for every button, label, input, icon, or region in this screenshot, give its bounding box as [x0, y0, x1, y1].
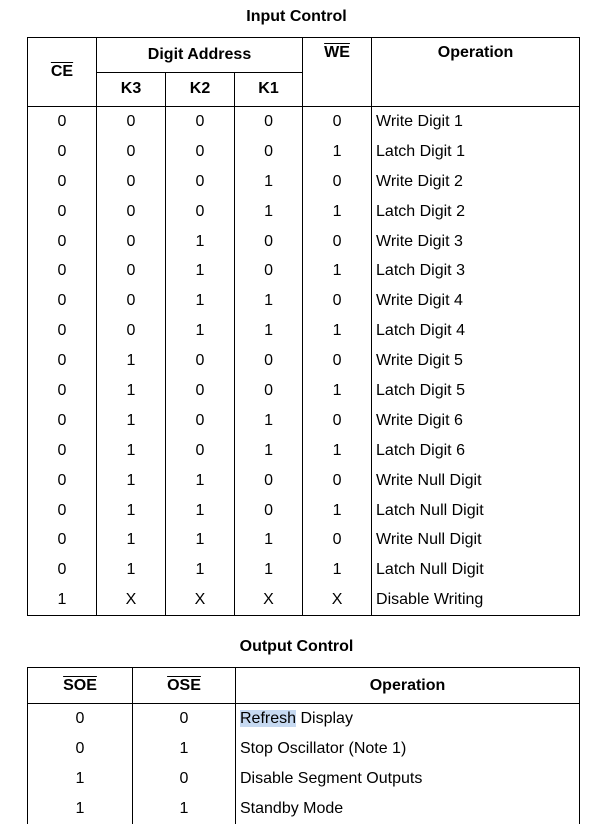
header-operation: Operation: [372, 38, 580, 107]
cell-ce: 0: [28, 525, 97, 555]
header-k2: K2: [166, 72, 235, 107]
operation-text: Stop Oscillator (Note 1): [240, 739, 407, 757]
cell-k1: X: [235, 585, 303, 615]
cell-operation: Latch Digit 1: [372, 137, 580, 167]
cell-k3: 1: [97, 466, 166, 496]
table-row: [28, 555, 580, 585]
cell-operation: Write Digit 3: [372, 227, 580, 257]
table-row: [28, 137, 580, 167]
cell-k2: 1: [166, 466, 235, 496]
table-row: [28, 346, 580, 376]
table-row: [28, 466, 580, 496]
cell-k3: 0: [97, 107, 166, 137]
cell-k3: 1: [97, 346, 166, 376]
cell-k1: 1: [235, 555, 303, 585]
cell-k1: 1: [235, 197, 303, 227]
cell-k3: 0: [97, 227, 166, 257]
cell-operation: Latch Digit 5: [372, 376, 580, 406]
table-row: [28, 585, 580, 615]
cell-ce: 0: [28, 286, 97, 316]
cell-k1: 1: [235, 286, 303, 316]
cell-ce: 0: [28, 406, 97, 436]
table-row: [28, 107, 580, 137]
table-row: [28, 316, 580, 346]
cell-k2: 1: [166, 525, 235, 555]
cell-k3: 1: [97, 406, 166, 436]
cell-we: 1: [303, 376, 372, 406]
cell-ce: 0: [28, 107, 97, 137]
cell-operation: [236, 734, 580, 764]
table-row: [28, 197, 580, 227]
cell-k2: 1: [166, 316, 235, 346]
cell-k1: 0: [235, 496, 303, 526]
cell-ce: 0: [28, 376, 97, 406]
cell-ose: 0: [133, 764, 236, 794]
header-digit-address: Digit Address: [97, 38, 303, 73]
cell-we: 1: [303, 137, 372, 167]
cell-k1: 0: [235, 137, 303, 167]
cell-k1: 1: [235, 525, 303, 555]
cell-k1: 1: [235, 406, 303, 436]
cell-we: 1: [303, 316, 372, 346]
cell-ce: 0: [28, 167, 97, 197]
cell-ce: 0: [28, 346, 97, 376]
cell-we: 1: [303, 496, 372, 526]
cell-ce: 1: [28, 585, 97, 615]
cell-soe: 1: [28, 794, 133, 824]
operation-text: Standby Mode: [240, 799, 344, 817]
cell-ce: 0: [28, 227, 97, 257]
cell-k3: 0: [97, 256, 166, 286]
cell-we: X: [303, 585, 372, 615]
table-row: [28, 227, 580, 257]
cell-ce: 0: [28, 197, 97, 227]
cell-k1: 0: [235, 227, 303, 257]
table-row: [28, 436, 580, 466]
header-ce: $\overline{CE}$: [28, 38, 97, 107]
cell-k2: 0: [166, 167, 235, 197]
cell-k3: 0: [97, 286, 166, 316]
cell-soe: 0: [28, 734, 133, 764]
cell-k2: 0: [166, 436, 235, 466]
cell-k3: 1: [97, 525, 166, 555]
cell-ce: 0: [28, 316, 97, 346]
cell-k3: 1: [97, 436, 166, 466]
table-row: [28, 794, 580, 824]
cell-k1: 0: [235, 376, 303, 406]
cell-ose: 0: [133, 704, 236, 734]
cell-operation: Write Digit 4: [372, 286, 580, 316]
cell-k1: 1: [235, 167, 303, 197]
cell-ce: 0: [28, 436, 97, 466]
cell-soe: 1: [28, 764, 133, 794]
cell-ce: 0: [28, 496, 97, 526]
cell-k2: 1: [166, 256, 235, 286]
cell-operation: Latch Digit 2: [372, 197, 580, 227]
cell-we: 1: [303, 197, 372, 227]
input-control-table: [27, 37, 580, 616]
cell-operation: Latch Digit 3: [372, 256, 580, 286]
table-row: [28, 734, 580, 764]
cell-we: 0: [303, 227, 372, 257]
cell-k2: 0: [166, 197, 235, 227]
cell-ce: 0: [28, 466, 97, 496]
cell-operation: [236, 794, 580, 824]
cell-we: 0: [303, 167, 372, 197]
cell-operation: Latch Digit 4: [372, 316, 580, 346]
cell-we: 0: [303, 466, 372, 496]
cell-k2: 0: [166, 406, 235, 436]
cell-k2: 1: [166, 286, 235, 316]
cell-operation: [236, 704, 580, 734]
cell-operation: Write Digit 6: [372, 406, 580, 436]
cell-k3: 0: [97, 167, 166, 197]
cell-we: 0: [303, 346, 372, 376]
cell-k1: 0: [235, 107, 303, 137]
cell-k2: X: [166, 585, 235, 615]
operation-text: Display: [296, 709, 353, 727]
cell-k2: 0: [166, 137, 235, 167]
table-row: [28, 704, 580, 734]
cell-operation: Latch Digit 6: [372, 436, 580, 466]
cell-ce: 0: [28, 137, 97, 167]
cell-k3: 1: [97, 376, 166, 406]
output-control-table: [27, 667, 580, 824]
output-control-title: Output Control: [239, 638, 354, 655]
cell-k3: 1: [97, 496, 166, 526]
cell-we: 0: [303, 107, 372, 137]
cell-ce: 0: [28, 256, 97, 286]
cell-k1: 1: [235, 316, 303, 346]
header-we: $\overline{WE}$: [303, 38, 372, 107]
table-row: [28, 376, 580, 406]
cell-operation: Write Null Digit: [372, 466, 580, 496]
header-k1: K1: [235, 72, 303, 107]
cell-k1: 0: [235, 346, 303, 376]
cell-ce: 0: [28, 555, 97, 585]
cell-k3: 1: [97, 555, 166, 585]
table-row: [28, 496, 580, 526]
cell-operation: Write Null Digit: [372, 525, 580, 555]
cell-k3: X: [97, 585, 166, 615]
table-row: [28, 167, 580, 197]
cell-k3: 0: [97, 197, 166, 227]
cell-k1: 1: [235, 436, 303, 466]
table-row: [28, 525, 580, 555]
header-soe: $\overline{SOE}$: [28, 668, 133, 704]
cell-k2: 1: [166, 496, 235, 526]
cell-ose: 1: [133, 734, 236, 764]
cell-we: 0: [303, 406, 372, 436]
cell-k3: 0: [97, 137, 166, 167]
cell-k2: 1: [166, 555, 235, 585]
table-row: [28, 406, 580, 436]
cell-k1: 0: [235, 256, 303, 286]
output-control-rows: [28, 704, 580, 824]
table-row: [28, 256, 580, 286]
input-control-title: Input Control: [246, 8, 347, 25]
cell-k2: 1: [166, 227, 235, 257]
cell-operation: Latch Null Digit: [372, 555, 580, 585]
cell-operation: Write Digit 1: [372, 107, 580, 137]
header-k3: K3: [97, 72, 166, 107]
cell-we: 0: [303, 525, 372, 555]
cell-k2: 0: [166, 346, 235, 376]
header-ose: $\overline{OSE}$: [133, 668, 236, 704]
table-row: [28, 286, 580, 316]
cell-k2: 0: [166, 107, 235, 137]
cell-operation: Disable Writing: [372, 585, 580, 615]
input-control-rows: [28, 107, 580, 616]
cell-soe: 0: [28, 704, 133, 734]
selected-text[interactable]: Refresh: [240, 709, 297, 727]
cell-operation: Write Digit 2: [372, 167, 580, 197]
cell-we: 1: [303, 256, 372, 286]
cell-k2: 0: [166, 376, 235, 406]
cell-we: 0: [303, 286, 372, 316]
table-row: [28, 764, 580, 794]
cell-k1: 0: [235, 466, 303, 496]
cell-operation: [236, 764, 580, 794]
cell-we: 1: [303, 555, 372, 585]
header-output-operation: Operation: [236, 668, 580, 704]
operation-text: Disable Segment Outputs: [240, 769, 423, 787]
cell-operation: Latch Null Digit: [372, 496, 580, 526]
cell-we: 1: [303, 436, 372, 466]
cell-k3: 0: [97, 316, 166, 346]
cell-ose: 1: [133, 794, 236, 824]
cell-operation: Write Digit 5: [372, 346, 580, 376]
